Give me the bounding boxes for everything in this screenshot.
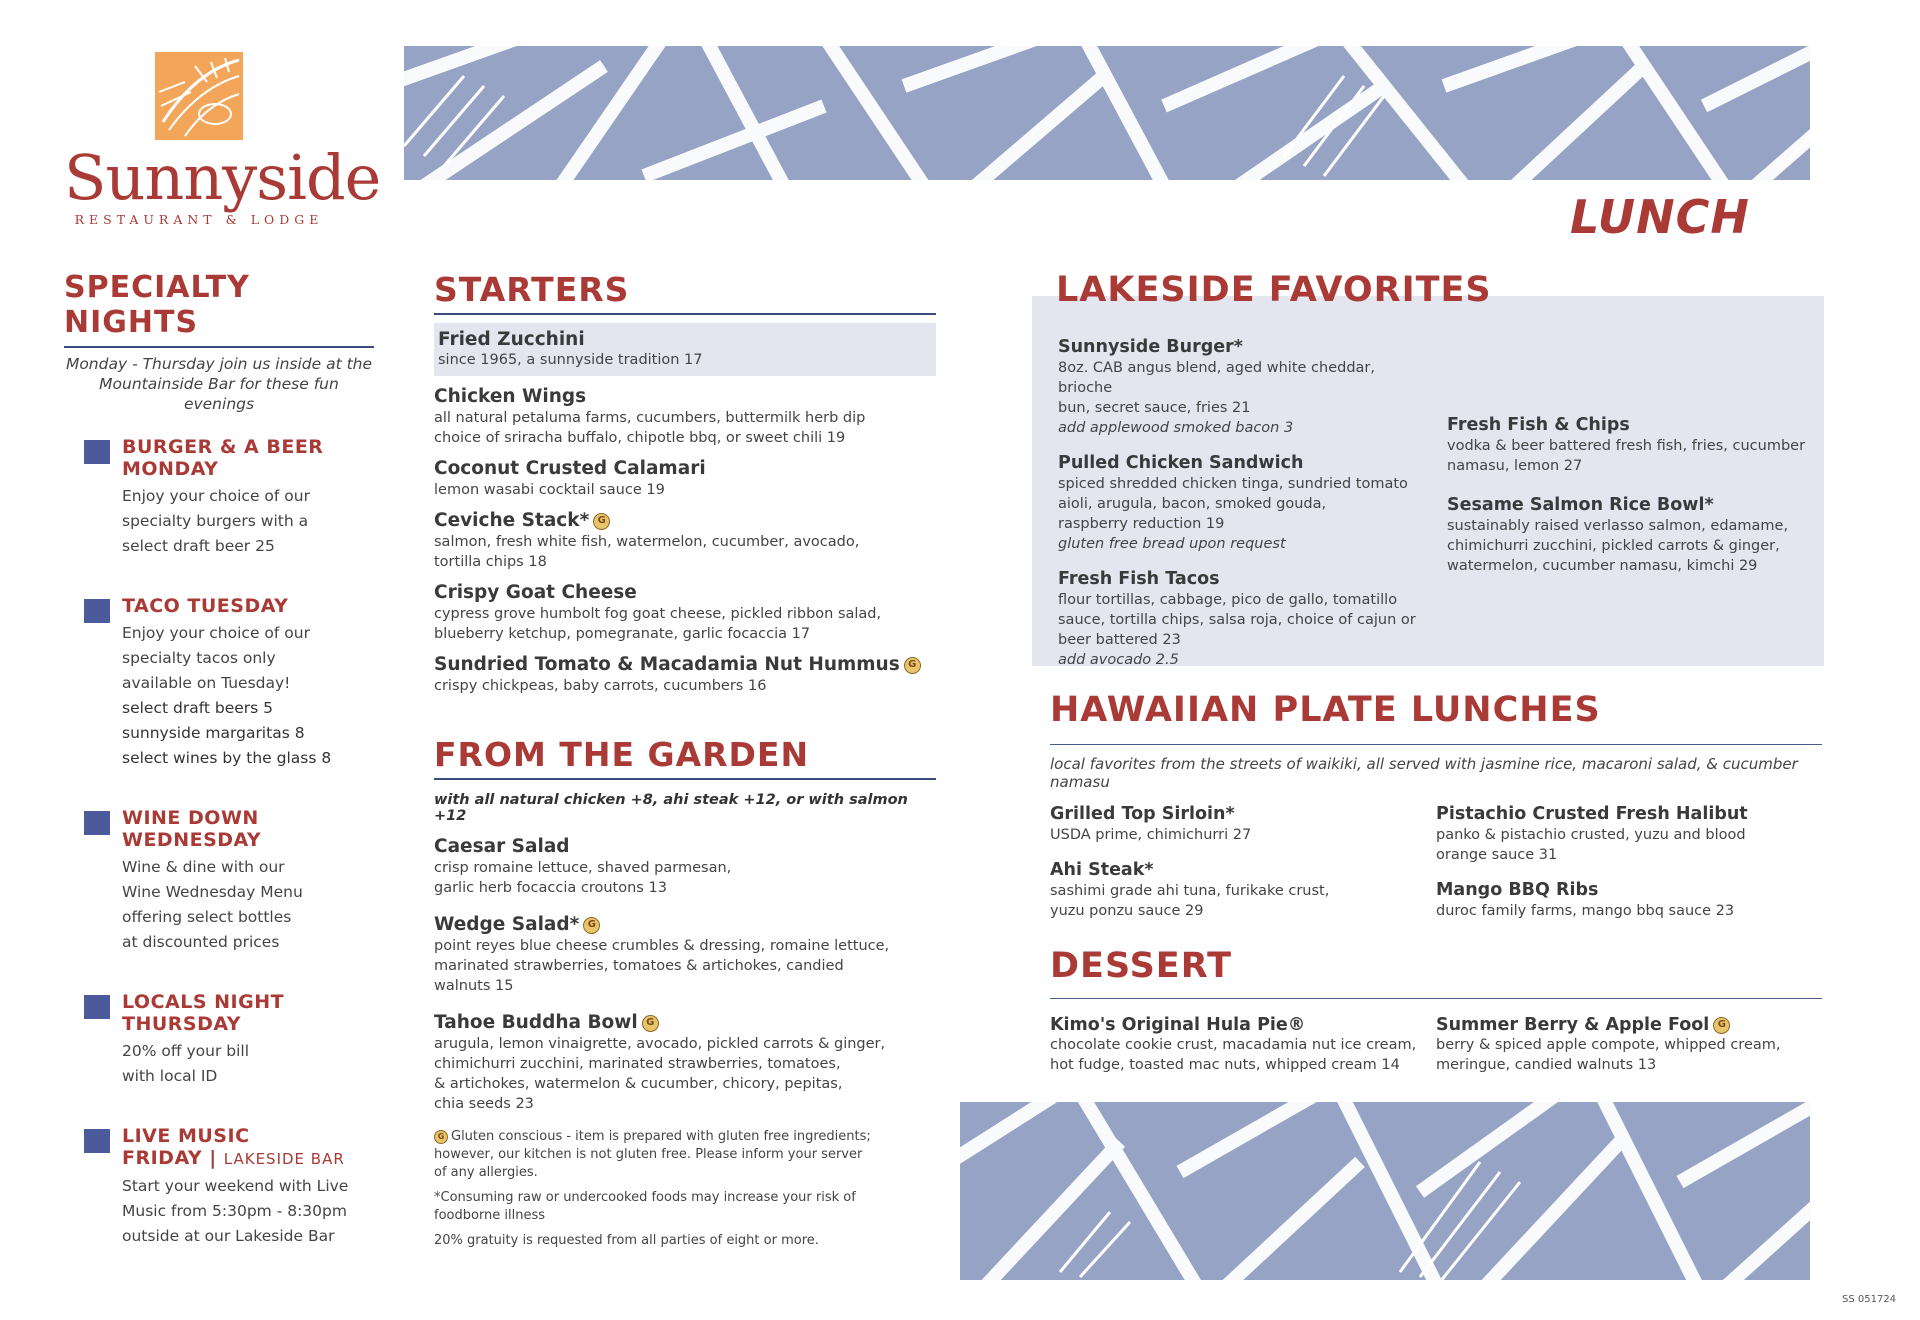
menu-title: LUNCH [1570, 190, 1750, 244]
lakeside-right-column [1447, 414, 1807, 590]
logo [64, 52, 381, 227]
menu-item: Sunnyside Burger* 8oz. CAB angus blend, aged white cheddar, brioche bun, secret sauce, fries 21 add applewood smoked bacon 3 [1058, 337, 1375, 436]
sun-logo-icon [155, 52, 243, 140]
starters-heading: STARTERS [434, 270, 630, 309]
menu-item: Fresh Fish Tacos flour tortillas, cabbage, pico de gallo, tomatillo sauce, tortilla chips, salsa roja, choice of cajun or beer battered 23 add avocado 2.5 [1058, 569, 1416, 668]
menu-item: Pistachio Crusted Fresh Halibut panko & pistachio crusted, yuzu and blood orange sauce 31 [1436, 804, 1748, 863]
hawaiian-section [1050, 690, 1822, 935]
specialty-nights-section [64, 270, 374, 1249]
gluten-footnote: G Gluten conscious - item is prepared with gluten free ingredients; however, our kitchen is not gluten free. Please inform your server of any allergies. [434, 1129, 871, 1180]
gluten-conscious-icon: G [593, 513, 610, 530]
night-desc: Enjoy your choice of our specialty burgers with a select draft beer 25 [122, 487, 310, 555]
specialty-heading: SPECIALTY NIGHTS [64, 270, 250, 340]
leaf-icon [84, 995, 110, 1019]
menu-item: Kimo's Original Hula Pie® chocolate cookie crust, macadamia nut ice cream, hot fudge, toasted mac nuts, whipped cream 14 [1050, 1015, 1417, 1073]
starters-section [434, 270, 936, 696]
menu-item: Fresh Fish & Chips vodka & beer battered fresh fish, fries, cucumber namasu, lemon 27 [1447, 415, 1806, 474]
night-desc: Enjoy your choice of our specialty tacos only available on Tuesday! select draft beers 5 sunnyside margaritas 8 select wines by the glass 8 [122, 624, 332, 767]
dessert-heading: DESSERT [1050, 946, 1232, 986]
footnotes [434, 1128, 874, 1257]
hawaiian-heading: HAWAIIAN PLATE LUNCHES [1050, 690, 1601, 730]
lakeside-left-column [1058, 336, 1418, 684]
menu-item: Summer Berry & Apple Fool G berry & spiced apple compote, whipped cream, meringue, candied walnuts 13 [1436, 1015, 1781, 1073]
gluten-conscious-icon: G [1713, 1017, 1730, 1034]
divider [434, 313, 936, 315]
menu-code: SS 051724 [1842, 1294, 1897, 1305]
menu-item: Wedge Salad* G point reyes blue cheese crumbles & dressing, romaine lettuce, marinated strawberries, tomatoes & artichokes, candied walnuts 15 [434, 914, 890, 994]
garden-note: with all natural chicken +8, ahi steak +12, or with salmon +12 [434, 792, 908, 824]
banner-bottom [960, 1102, 1810, 1280]
night-title: LIVE MUSIC FRIDAY | LAKESIDE BAR [122, 1125, 345, 1169]
night-wednesday [64, 807, 374, 955]
menu-item: Coconut Crusted Calamari lemon wasabi cocktail sauce 19 [434, 458, 706, 498]
specialty-intro: Monday - Thursday join us inside at the Mountainside Bar for these fun evenings [65, 355, 373, 413]
leaf-icon [84, 440, 110, 464]
night-title: LOCALS NIGHT THURSDAY [122, 991, 285, 1035]
menu-item: Caesar Salad crisp romaine lettuce, shaved parmesan, garlic herb focaccia croutons 13 [434, 836, 732, 896]
night-desc: Wine & dine with our Wine Wednesday Menu offering select bottles at discounted prices [122, 858, 303, 951]
night-desc: 20% off your bill with local ID [122, 1042, 250, 1085]
menu-item: Pulled Chicken Sandwich spiced shredded chicken tinga, sundried tomato aioli, arugula, bacon, smoked gouda, raspberry reduction 19 gluten free bread upon request [1058, 453, 1408, 552]
leaf-pattern-icon [404, 46, 1810, 180]
leaf-icon [84, 811, 110, 835]
gluten-conscious-icon: G [904, 657, 921, 674]
divider [64, 346, 374, 348]
menu-item: Sundried Tomato & Macadamia Nut Hummus G crispy chickpeas, baby carrots, cucumbers 16 [434, 654, 936, 696]
night-monday [64, 436, 374, 559]
night-title: WINE DOWN WEDNESDAY [122, 807, 262, 851]
dessert-section [1050, 946, 1822, 1075]
menu-item: Grilled Top Sirloin* USDA prime, chimichurri 27 [1050, 804, 1252, 843]
menu-item: Fried Zucchini since 1965, a sunnyside tradition 17 [434, 323, 936, 376]
night-tuesday [64, 595, 374, 771]
divider [1050, 998, 1822, 999]
menu-item: Crispy Goat Cheese cypress grove humbolt fog goat cheese, pickled ribbon salad, blueberry ketchup, pomegranate, garlic focaccia 17 [434, 582, 882, 642]
menu-item: Mango BBQ Ribs duroc family farms, mango bbq sauce 23 [1436, 880, 1735, 919]
hawaiian-note: local favorites from the streets of waikiki, all served with jasmine rice, macaroni salad, & cucumber namasu [1050, 755, 1798, 791]
gratuity-footnote: 20% gratuity is requested from all parties of eight or more. [434, 1233, 819, 1248]
gluten-conscious-icon: G [583, 917, 600, 934]
menu-item: Chicken Wings all natural petaluma farms, cucumbers, buttermilk herb dip choice of sriracha buffalo, chipotle bbq, or sweet chili 19 [434, 386, 866, 446]
night-title: TACO TUESDAY [122, 595, 289, 617]
night-thursday [64, 991, 374, 1089]
gluten-conscious-icon: G [434, 1130, 448, 1144]
leaf-icon [84, 599, 110, 623]
garden-heading: FROM THE GARDEN [434, 735, 810, 774]
logo-name: Sunnyside [64, 141, 381, 214]
divider [434, 778, 936, 780]
garden-section [434, 735, 936, 1114]
menu-item: Tahoe Buddha Bowl G arugula, lemon vinaigrette, avocado, pickled carrots & ginger, chimichurri zucchini, marinated strawberries, tomatoes, & artichokes, watermelon & cucumber, chicory, pepitas, chia seeds 23 [434, 1012, 886, 1112]
menu-item: Ceviche Stack* G salmon, fresh white fish, watermelon, cucumber, avocado, tortilla chips 18 [434, 510, 860, 570]
menu-item: Ahi Steak* sashimi grade ahi tuna, furikake crust, yuzu ponzu sauce 29 [1050, 860, 1330, 919]
leaf-pattern-icon [960, 1102, 1810, 1280]
gluten-conscious-icon: G [642, 1015, 659, 1032]
logo-subtitle: RESTAURANT & LODGE [74, 212, 324, 227]
night-desc: Start your weekend with Live Music from 5:30pm - 8:30pm outside at our Lakeside Bar [122, 1177, 349, 1245]
lakeside-heading: LAKESIDE FAVORITES [1056, 270, 1492, 310]
raw-footnote: *Consuming raw or undercooked foods may increase your risk of foodborne illness [434, 1190, 856, 1223]
menu-item: Sesame Salmon Rice Bowl* sustainably raised verlasso salmon, edamame, chimichurri zucchini, pickled carrots & ginger, watermelon, cucumber namasu, kimchi 29 [1447, 495, 1789, 574]
leaf-icon [84, 1129, 110, 1153]
night-title: BURGER & A BEER MONDAY [122, 436, 324, 480]
night-friday [64, 1125, 374, 1249]
banner-top [404, 46, 1810, 180]
divider [1050, 744, 1822, 745]
